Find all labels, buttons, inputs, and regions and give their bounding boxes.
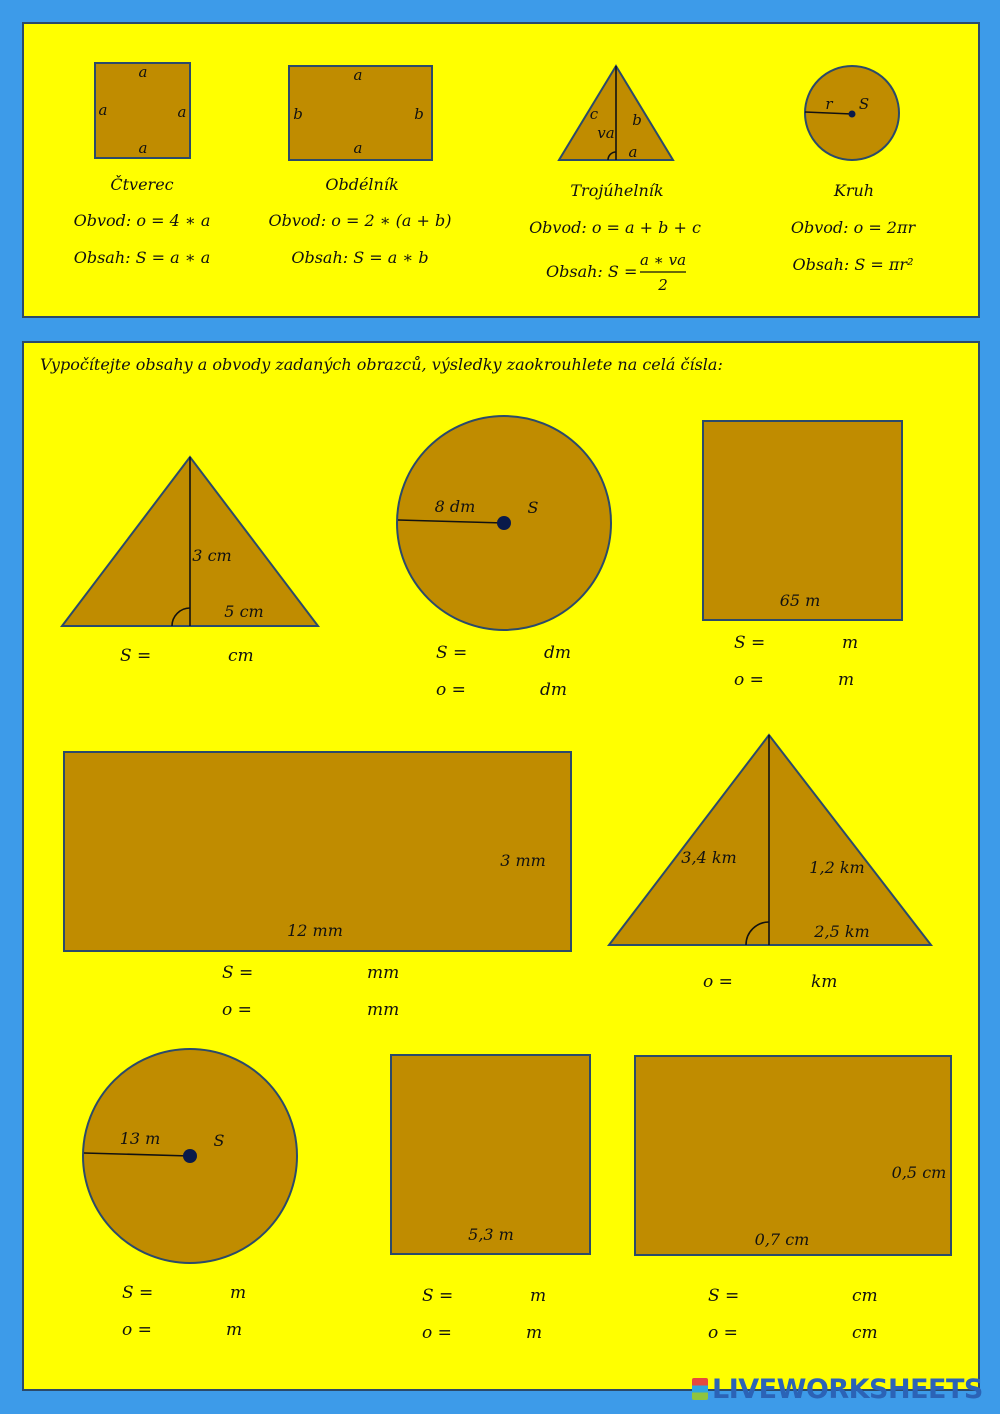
task5-perimeter-input[interactable] [739, 972, 803, 996]
task1-height-label: 3 cm [192, 546, 232, 565]
task3-side-label: 65 m [779, 591, 821, 610]
task6-area-input[interactable] [156, 1283, 220, 1307]
task7-area-input[interactable] [456, 1286, 520, 1310]
task4-area-row [222, 963, 400, 983]
ref-rectangle-area: Obsah: S = a ∗ b [291, 248, 429, 267]
task3-perimeter-label: o = [734, 670, 764, 690]
task7-area-label: S = [422, 1286, 454, 1306]
ref-triangle-height: va [597, 124, 615, 142]
task3-area-row [734, 633, 859, 653]
task5-perimeter-label: o = [703, 972, 733, 992]
task4-width-label: 12 mm [287, 921, 343, 940]
ref-circle-name: Kruh [833, 181, 875, 200]
task8-perimeter-input[interactable] [748, 1323, 812, 1347]
ref-square-side-top: a [138, 63, 148, 81]
task5-left-label: 3,4 km [681, 848, 737, 867]
ref-triangle-area-numerator: a ∗ va [639, 251, 687, 269]
task6-center-dot [183, 1149, 197, 1163]
task8-perimeter-row [708, 1323, 878, 1343]
ref-rectangle-side-top: a [353, 66, 363, 84]
ref-rectangle-perimeter: Obvod: o = 2 ∗ (a + b) [268, 211, 452, 230]
task8-rectangle-shape [635, 1056, 951, 1255]
task6-perimeter-input[interactable] [156, 1320, 220, 1344]
task8-height-label: 0,5 cm [891, 1163, 947, 1182]
task5-perimeter-row [703, 972, 838, 992]
task8-area-row [708, 1286, 878, 1306]
task3-perimeter-input[interactable] [768, 670, 832, 694]
task8-area-input[interactable] [748, 1286, 812, 1310]
task7-perimeter-label: o = [422, 1323, 452, 1343]
task7-area-row [422, 1286, 547, 1306]
ref-triangle-side-c: c [589, 105, 599, 123]
task5-base-label: 2,5 km [814, 922, 870, 941]
task2-center-dot [497, 516, 511, 530]
ref-triangle-name: Trojúhelník [570, 181, 664, 200]
ref-circle-center-label: S [858, 95, 870, 113]
task2-perimeter-row [436, 680, 568, 700]
ref-triangle-area-prefix: Obsah: S = [546, 262, 638, 281]
task7-area-unit: m [530, 1286, 547, 1306]
liveworksheets-mark-icon [692, 1378, 708, 1400]
ref-circle-radius-label: r [825, 95, 833, 113]
task8-area-label: S = [708, 1286, 740, 1306]
task2-area-unit: dm [544, 643, 572, 663]
task4-area-input[interactable] [262, 963, 326, 987]
ref-square-side-left: a [98, 101, 108, 119]
task2-perimeter-input[interactable] [470, 680, 534, 704]
task6-area-row [122, 1283, 247, 1303]
ref-circle-perimeter: Obvod: o = 2πr [790, 218, 916, 237]
task6-perimeter-row [122, 1320, 243, 1340]
task6-perimeter-unit: m [226, 1320, 243, 1340]
ref-rectangle-side-right: b [414, 105, 424, 123]
task6-radius-label: 13 m [119, 1129, 161, 1148]
task7-perimeter-row [422, 1323, 543, 1343]
task5-right-label: 1,2 km [809, 858, 865, 877]
liveworksheets-logo [692, 1374, 983, 1405]
task3-area-label: S = [734, 633, 766, 653]
task2-perimeter-unit: dm [540, 680, 568, 700]
task4-height-label: 3 mm [500, 851, 546, 870]
ref-triangle-side-a: a [628, 143, 638, 161]
task6-area-label: S = [122, 1283, 154, 1303]
ref-square-perimeter: Obvod: o = 4 ∗ a [73, 211, 211, 230]
task2-area-row [436, 643, 572, 663]
task5-triangle-shape [609, 735, 931, 945]
task7-perimeter-input[interactable] [456, 1323, 520, 1347]
ref-triangle-area-denominator: 2 [658, 276, 668, 294]
task8-width-label: 0,7 cm [754, 1230, 810, 1249]
task1-area-unit: cm [228, 646, 254, 666]
ref-square-name: Čtverec [110, 175, 174, 194]
task4-perimeter-row [222, 1000, 400, 1020]
task6-center-label: S [213, 1131, 225, 1150]
task3-area-input[interactable] [768, 633, 832, 657]
ref-square-side-bottom: a [138, 139, 148, 157]
ref-circle-center-dot [849, 111, 856, 118]
ref-square-side-right: a [177, 103, 187, 121]
task4-perimeter-label: o = [222, 1000, 252, 1020]
task1-area-row [120, 646, 254, 666]
task7-perimeter-unit: m [526, 1323, 543, 1343]
ref-rectangle-side-left: b [293, 105, 303, 123]
task8-area-unit: cm [852, 1286, 878, 1306]
ref-circle-area: Obsah: S = πr² [792, 255, 914, 274]
task6-area-unit: m [230, 1283, 247, 1303]
task4-area-label: S = [222, 963, 254, 983]
task2-perimeter-label: o = [436, 680, 466, 700]
task7-side-label: 5,3 m [468, 1225, 514, 1244]
ref-square-area: Obsah: S = a ∗ a [73, 248, 211, 267]
task8-perimeter-label: o = [708, 1323, 738, 1343]
task8-perimeter-unit: cm [852, 1323, 878, 1343]
ref-rectangle-side-bottom: a [353, 139, 363, 157]
brand-text: LIVEWORKSHEETS [712, 1374, 983, 1405]
task1-base-label: 5 cm [224, 602, 264, 621]
task1-area-label: S = [120, 646, 152, 666]
task5-perimeter-unit: km [811, 972, 838, 992]
task2-center-label: S [527, 498, 539, 517]
task2-area-label: S = [436, 643, 468, 663]
ref-triangle-side-b: b [632, 111, 642, 129]
task2-area-input[interactable] [470, 643, 534, 667]
task3-perimeter-row [734, 670, 855, 690]
ref-triangle-perimeter: Obvod: o = a + b + c [529, 218, 701, 237]
task2-radius-label: 8 dm [434, 497, 476, 516]
instruction-text: Vypočítejte obsahy a obvody zadaných obrazců, výsledky zaokrouhlete na celá čísla: [40, 355, 723, 374]
task3-perimeter-unit: m [838, 670, 855, 690]
task3-area-unit: m [842, 633, 859, 653]
task6-perimeter-label: o = [122, 1320, 152, 1340]
ref-rectangle-name: Obdélník [325, 175, 399, 194]
task4-perimeter-unit: mm [367, 1000, 400, 1020]
task4-perimeter-input[interactable] [262, 1000, 326, 1024]
task1-area-input[interactable] [154, 646, 218, 670]
task4-area-unit: mm [367, 963, 400, 983]
